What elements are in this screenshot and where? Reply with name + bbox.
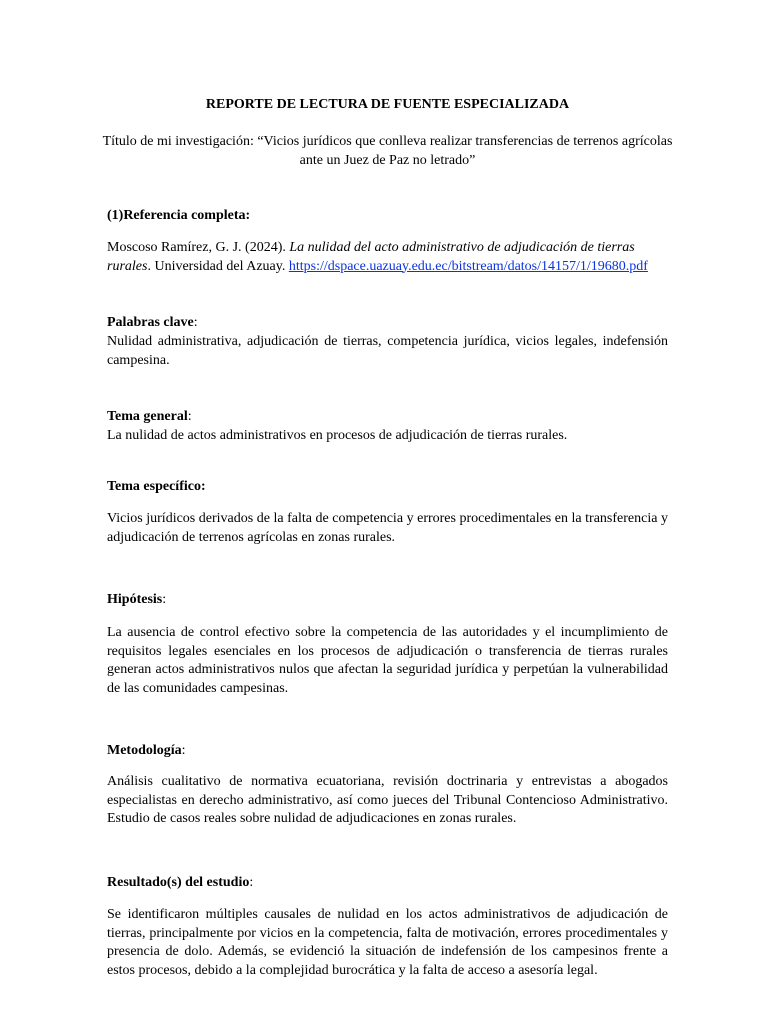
specific-topic-text: Vicios jurídicos derivados de la falta de competencia y errores procedimentales en la transferencia y adjudicación de terrenos agrícolas en zonas rurales. bbox=[107, 511, 668, 545]
reference-url-link[interactable]: https://dspace.uazuay.edu.ec/bitstream/datos/14157/1/19680.pdf bbox=[288, 258, 648, 274]
general-topic-heading bbox=[107, 408, 668, 427]
results-heading bbox=[107, 874, 668, 893]
report-title: REPORTE DE LECTURA DE FUENTE ESPECIALIZADA bbox=[205, 97, 570, 112]
methodology-colon: : bbox=[181, 743, 186, 758]
reference-heading bbox=[107, 207, 668, 226]
results-heading-label: Resultado(s) del estudio bbox=[107, 875, 250, 890]
keywords-heading bbox=[107, 314, 668, 333]
general-topic-colon: : bbox=[187, 409, 192, 424]
research-title-line1: Título de mi investigación: “Vicios jurídicos que conlleva realizar transferencias de terrenos agrícolas bbox=[102, 134, 673, 149]
methodology-heading bbox=[107, 742, 668, 761]
reference-citation bbox=[107, 239, 668, 276]
reference-heading-label: (1)Referencia completa: bbox=[107, 208, 251, 223]
specific-topic-heading-label: Tema específico: bbox=[107, 479, 206, 494]
methodology-text: Análisis cualitativo de normativa ecuatoriana, revisión doctrinaria y entrevistas a abogados especialistas en derecho administrativo, así como jueces del Tribunal Contencioso Administrativo. Estudio de casos reales sobre nulidad de adjudicaciones en zonas rurales. bbox=[107, 774, 668, 826]
hypothesis-heading-label: Hipótesis bbox=[107, 592, 163, 607]
reference-work-title: La nulidad del acto administrativo de adjudicación de tierras rurales bbox=[107, 240, 635, 274]
research-title bbox=[100, 133, 675, 170]
hypothesis-text: La ausencia de control efectivo sobre la competencia de las autoridades y el incumplimiento de requisitos legales esenciales en los procesos de adjudicación o transferencia de tierras rurales generan actos administrativos nulos que afectan la seguridad jurídica y perpetúan la vulnerabilidad de las comunidades campesinas. bbox=[107, 625, 668, 696]
results-colon: : bbox=[249, 875, 254, 890]
keywords-heading-label: Palabras clave bbox=[107, 315, 194, 330]
keywords-text: Nulidad administrativa, adjudicación de tierras, competencia jurídica, vicios legales, indefensión campesina. bbox=[107, 334, 668, 368]
research-title-line2: ante un Juez de Paz no letrado” bbox=[299, 152, 476, 168]
general-topic-heading-label: Tema general bbox=[107, 409, 188, 424]
reference-authors: Moscoso Ramírez, G. J. (2024). bbox=[107, 240, 290, 255]
keywords-colon: : bbox=[193, 315, 198, 330]
hypothesis-colon: : bbox=[162, 592, 167, 607]
hypothesis-heading bbox=[107, 591, 668, 610]
results-text: Se identificaron múltiples causales de nulidad en los actos administrativos de adjudicación de tierras, principalmente por vicios en la competencia, falta de motivación, errores procedimentales y presencia de dolo. Además, se evidenció la situación de indefensión de los campesinos frente a estos procesos, debido a la complejidad burocrática y la falta de acceso a asesoría legal. bbox=[107, 907, 668, 978]
general-topic-text: La nulidad de actos administrativos en procesos de adjudicación de tierras rurales. bbox=[107, 428, 568, 443]
methodology-heading-label: Metodología bbox=[107, 743, 182, 758]
reference-publisher: . Universidad del Azuay. bbox=[147, 258, 289, 274]
specific-topic-heading bbox=[107, 478, 668, 497]
